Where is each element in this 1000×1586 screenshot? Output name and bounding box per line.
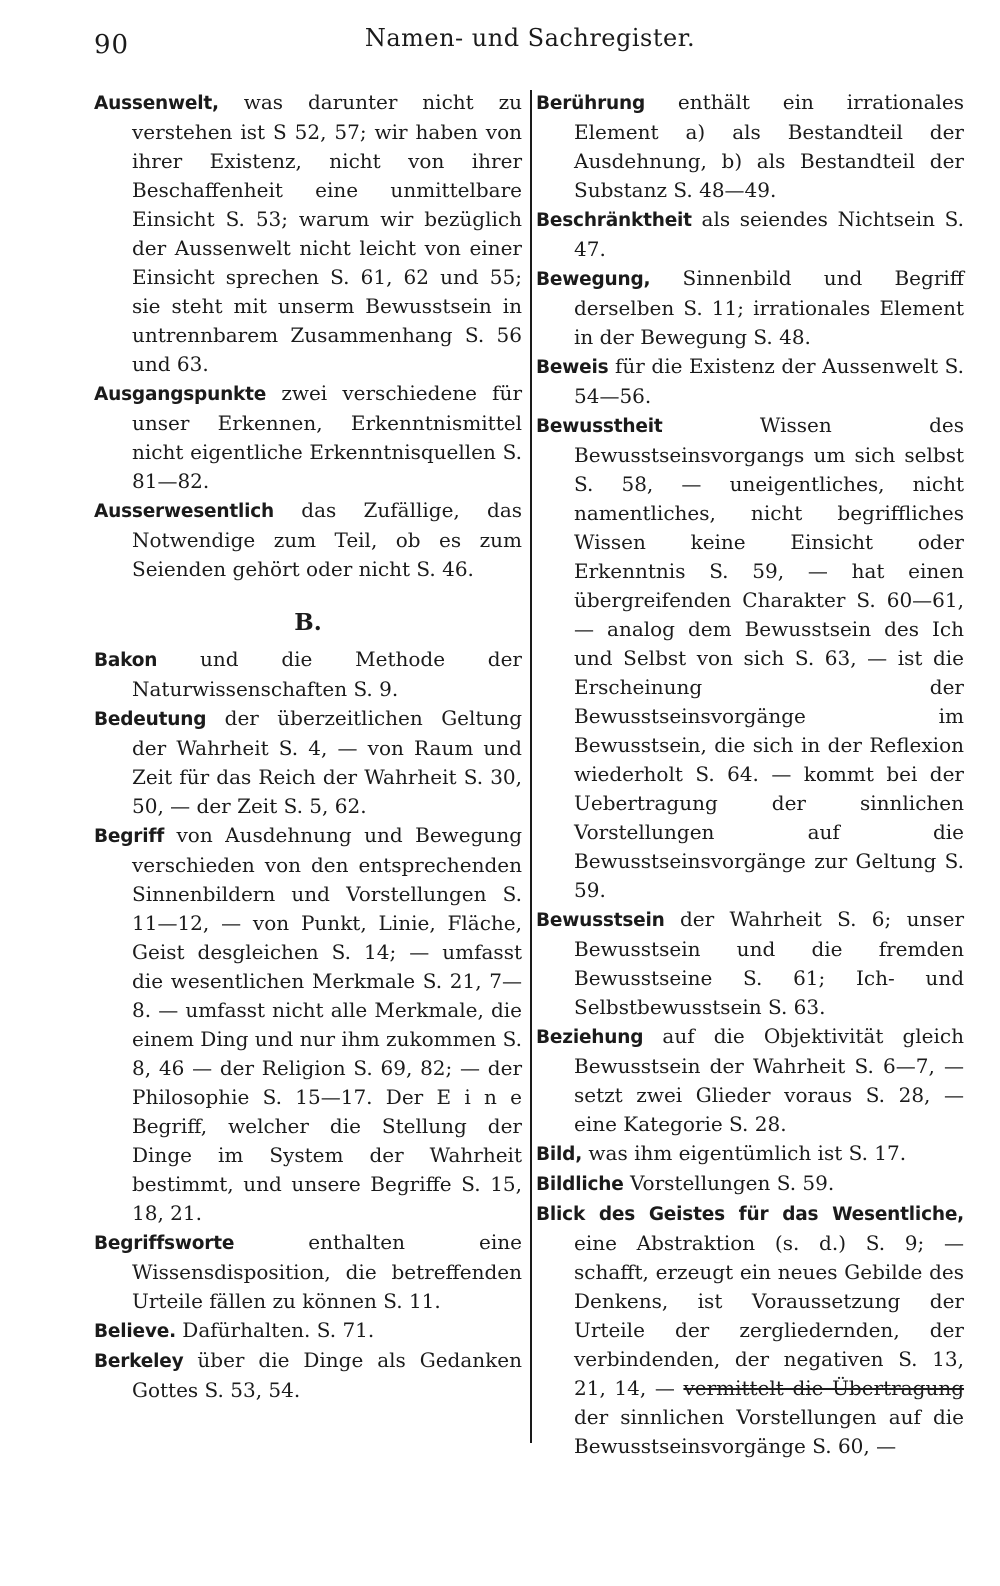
entry-text: enthält ein irrationales Element a) als Bestandteil der Ausdehnung, b) als Bestandteil der Substanz S. 48—49.	[574, 90, 965, 202]
entry-term: Believe.	[94, 1321, 176, 1342]
page-number: 90	[94, 30, 130, 60]
entry-text: zwei verschiedene für unser Erkennen, Erkenntnismittel nicht eigentliche Erkenntnisquellen S. 81—82.	[132, 381, 523, 493]
entry-text: was darunter nicht zu verstehen ist S 52, 57; wir haben von ihrer Existenz, nicht von ihrer Beschaffenheit eine unmittelbare Einsicht S. 53; warum wir bezüglich der Aussenwelt nicht leicht von einer Einsicht sprechen S. 61, 62 und 55; sie steht mit unserm Bewusstsein in untrennbarem Zusammenhang S. 56 und 63.	[132, 90, 522, 376]
index-entry	[536, 905, 964, 1022]
entry-text: von Ausdehnung und Bewegung verschieden von den entsprechenden Sinnenbildern und Vorstellungen S. 11—12, — von Punkt, Linie, Fläche, Geist desgleichen S. 14; — umfasst die wesentlichen Merkmale S. 21, 7—8. — umfasst nicht alle Merkmale, die einem Ding und nur ihm zukommen S. 8, 46 — der Religion S. 69, 82; — der Philosophie S. 15—17. Der E i n e Begriff, welcher die Stellung der Dinge im System der Wahrheit bestimmt, und unsere Begriffe S. 15, 18, 21.	[132, 823, 522, 1225]
entry-term: Beweis	[536, 357, 609, 378]
entry-term: Berkeley	[94, 1351, 184, 1372]
entry-text: über die Dinge als Gedanken Gottes S. 53, 54.	[132, 1348, 522, 1402]
entry-text-struck: vermittelt die Übertragung	[683, 1376, 965, 1400]
entry-text: der Wahrheit S. 6; unser Bewusstsein und die fremden Bewusstseine S. 61; Ich- und Selbstbewusstsein S. 63.	[574, 907, 965, 1019]
entry-text: der sinnlichen Vorstellungen auf die Bewusstseinsvorgänge S. 60, —	[574, 1405, 964, 1458]
entry-term: Blick des Geistes für das Wesentliche,	[536, 1204, 964, 1225]
entry-text: Dafürhalten. S. 71.	[182, 1318, 375, 1342]
column-divider-rule	[530, 90, 532, 1443]
entry-term: Bewusstheit	[536, 416, 663, 437]
entry-term: Ausgangspunkte	[94, 384, 267, 405]
entry-text: enthalten eine Wissensdisposition, die betreffenden Urteile fällen zu können S. 11.	[132, 1230, 522, 1313]
index-entry	[94, 645, 522, 704]
entry-term: Aussenwelt,	[94, 93, 219, 114]
entry-term: Berührung	[536, 93, 646, 114]
index-entry	[536, 1022, 964, 1139]
entry-term: Beschränktheit	[536, 210, 692, 231]
entry-term: Begriffsworte	[94, 1233, 235, 1254]
index-entry	[536, 1169, 964, 1199]
index-entry	[536, 1139, 964, 1169]
entry-text: als seiendes Nichtsein S. 47.	[574, 207, 964, 261]
index-entry	[536, 352, 964, 411]
entry-text: Sinnenbild und Begriff derselben S. 11; irrationales Element in der Bewegung S. 48.	[574, 266, 964, 349]
page-title: Namen- und Sachregister.	[364, 24, 696, 52]
two-column-index	[94, 88, 966, 1461]
entry-text: und die Methode der Naturwissenschaften S. 9.	[132, 647, 522, 701]
entry-text: eine Abstraktion (s. d.) S. 9; — schafft, erzeugt ein neues Gebilde des Denkens, ist Voraussetzung der Urteile der zergliedernden, der verbindenden, der negativen S. 13, 21, 14, —	[574, 1231, 964, 1400]
entry-text: das Zufällige, das Notwendige zum Teil, ob es zum Seienden gehört oder nicht S. 46.	[132, 498, 523, 581]
entry-text: was ihm eigentümlich ist S. 17.	[588, 1141, 907, 1165]
entry-text: für die Existenz der Aussenwelt S. 54—56.	[574, 354, 965, 408]
entry-term: Bakon	[94, 650, 158, 671]
page-header	[94, 22, 966, 72]
entry-text: Wissen des Bewusstseinsvorgangs um sich selbst S. 58, — uneigentliches, nicht namentliches, nicht begriffliches Wissen keine Einsicht oder Erkenntnis S. 59, — hat einen übergreifenden Charakter S. 60—61, — analog dem Bewusstsein des Ich und Selbst von sich S. 63, — ist die Erscheinung der Bewusstseinsvorgänge im Bewusstsein, die sich in der Reflexion wiederholt S. 64. — kommt bei der Uebertragung der sinnlichen Vorstellungen auf die Bewusstseinsvorgänge zur Geltung S. 59.	[574, 413, 965, 902]
index-entry	[94, 1316, 522, 1346]
index-entry	[94, 496, 522, 584]
index-entry	[536, 1199, 964, 1461]
entry-term: Bild,	[536, 1144, 583, 1165]
entry-term: Bildliche	[536, 1174, 624, 1195]
entry-text: der überzeitlichen Geltung der Wahrheit S. 4, — von Raum und Zeit für das Reich der Wahrheit S. 30, 50, — der Zeit S. 5, 62.	[132, 706, 522, 818]
entry-term: Ausserwesentlich	[94, 501, 275, 522]
entry-term: Bewegung,	[536, 269, 651, 290]
index-entry	[536, 264, 964, 352]
index-entry	[94, 1346, 522, 1405]
index-entry	[536, 205, 964, 264]
index-entry	[94, 704, 522, 821]
index-entry	[94, 88, 522, 379]
left-column	[94, 88, 522, 1461]
index-entry	[94, 821, 522, 1228]
entry-term: Begriff	[94, 826, 165, 847]
entry-text: Vorstellungen S. 59.	[629, 1171, 835, 1195]
index-entry	[536, 411, 964, 905]
entry-term: Bewusstsein	[536, 910, 665, 931]
index-entry	[94, 379, 522, 496]
entry-text: auf die Objektivität gleich Bewusstsein der Wahrheit S. 6—7, — setzt zwei Glieder voraus S. 28, — eine Kategorie S. 28.	[574, 1024, 964, 1136]
section-heading-B: B.	[294, 609, 322, 636]
entry-term: Beziehung	[536, 1027, 644, 1048]
index-entry	[94, 1228, 522, 1316]
index-entry	[536, 88, 964, 205]
entry-term: Bedeutung	[94, 709, 207, 730]
right-column	[536, 88, 964, 1461]
